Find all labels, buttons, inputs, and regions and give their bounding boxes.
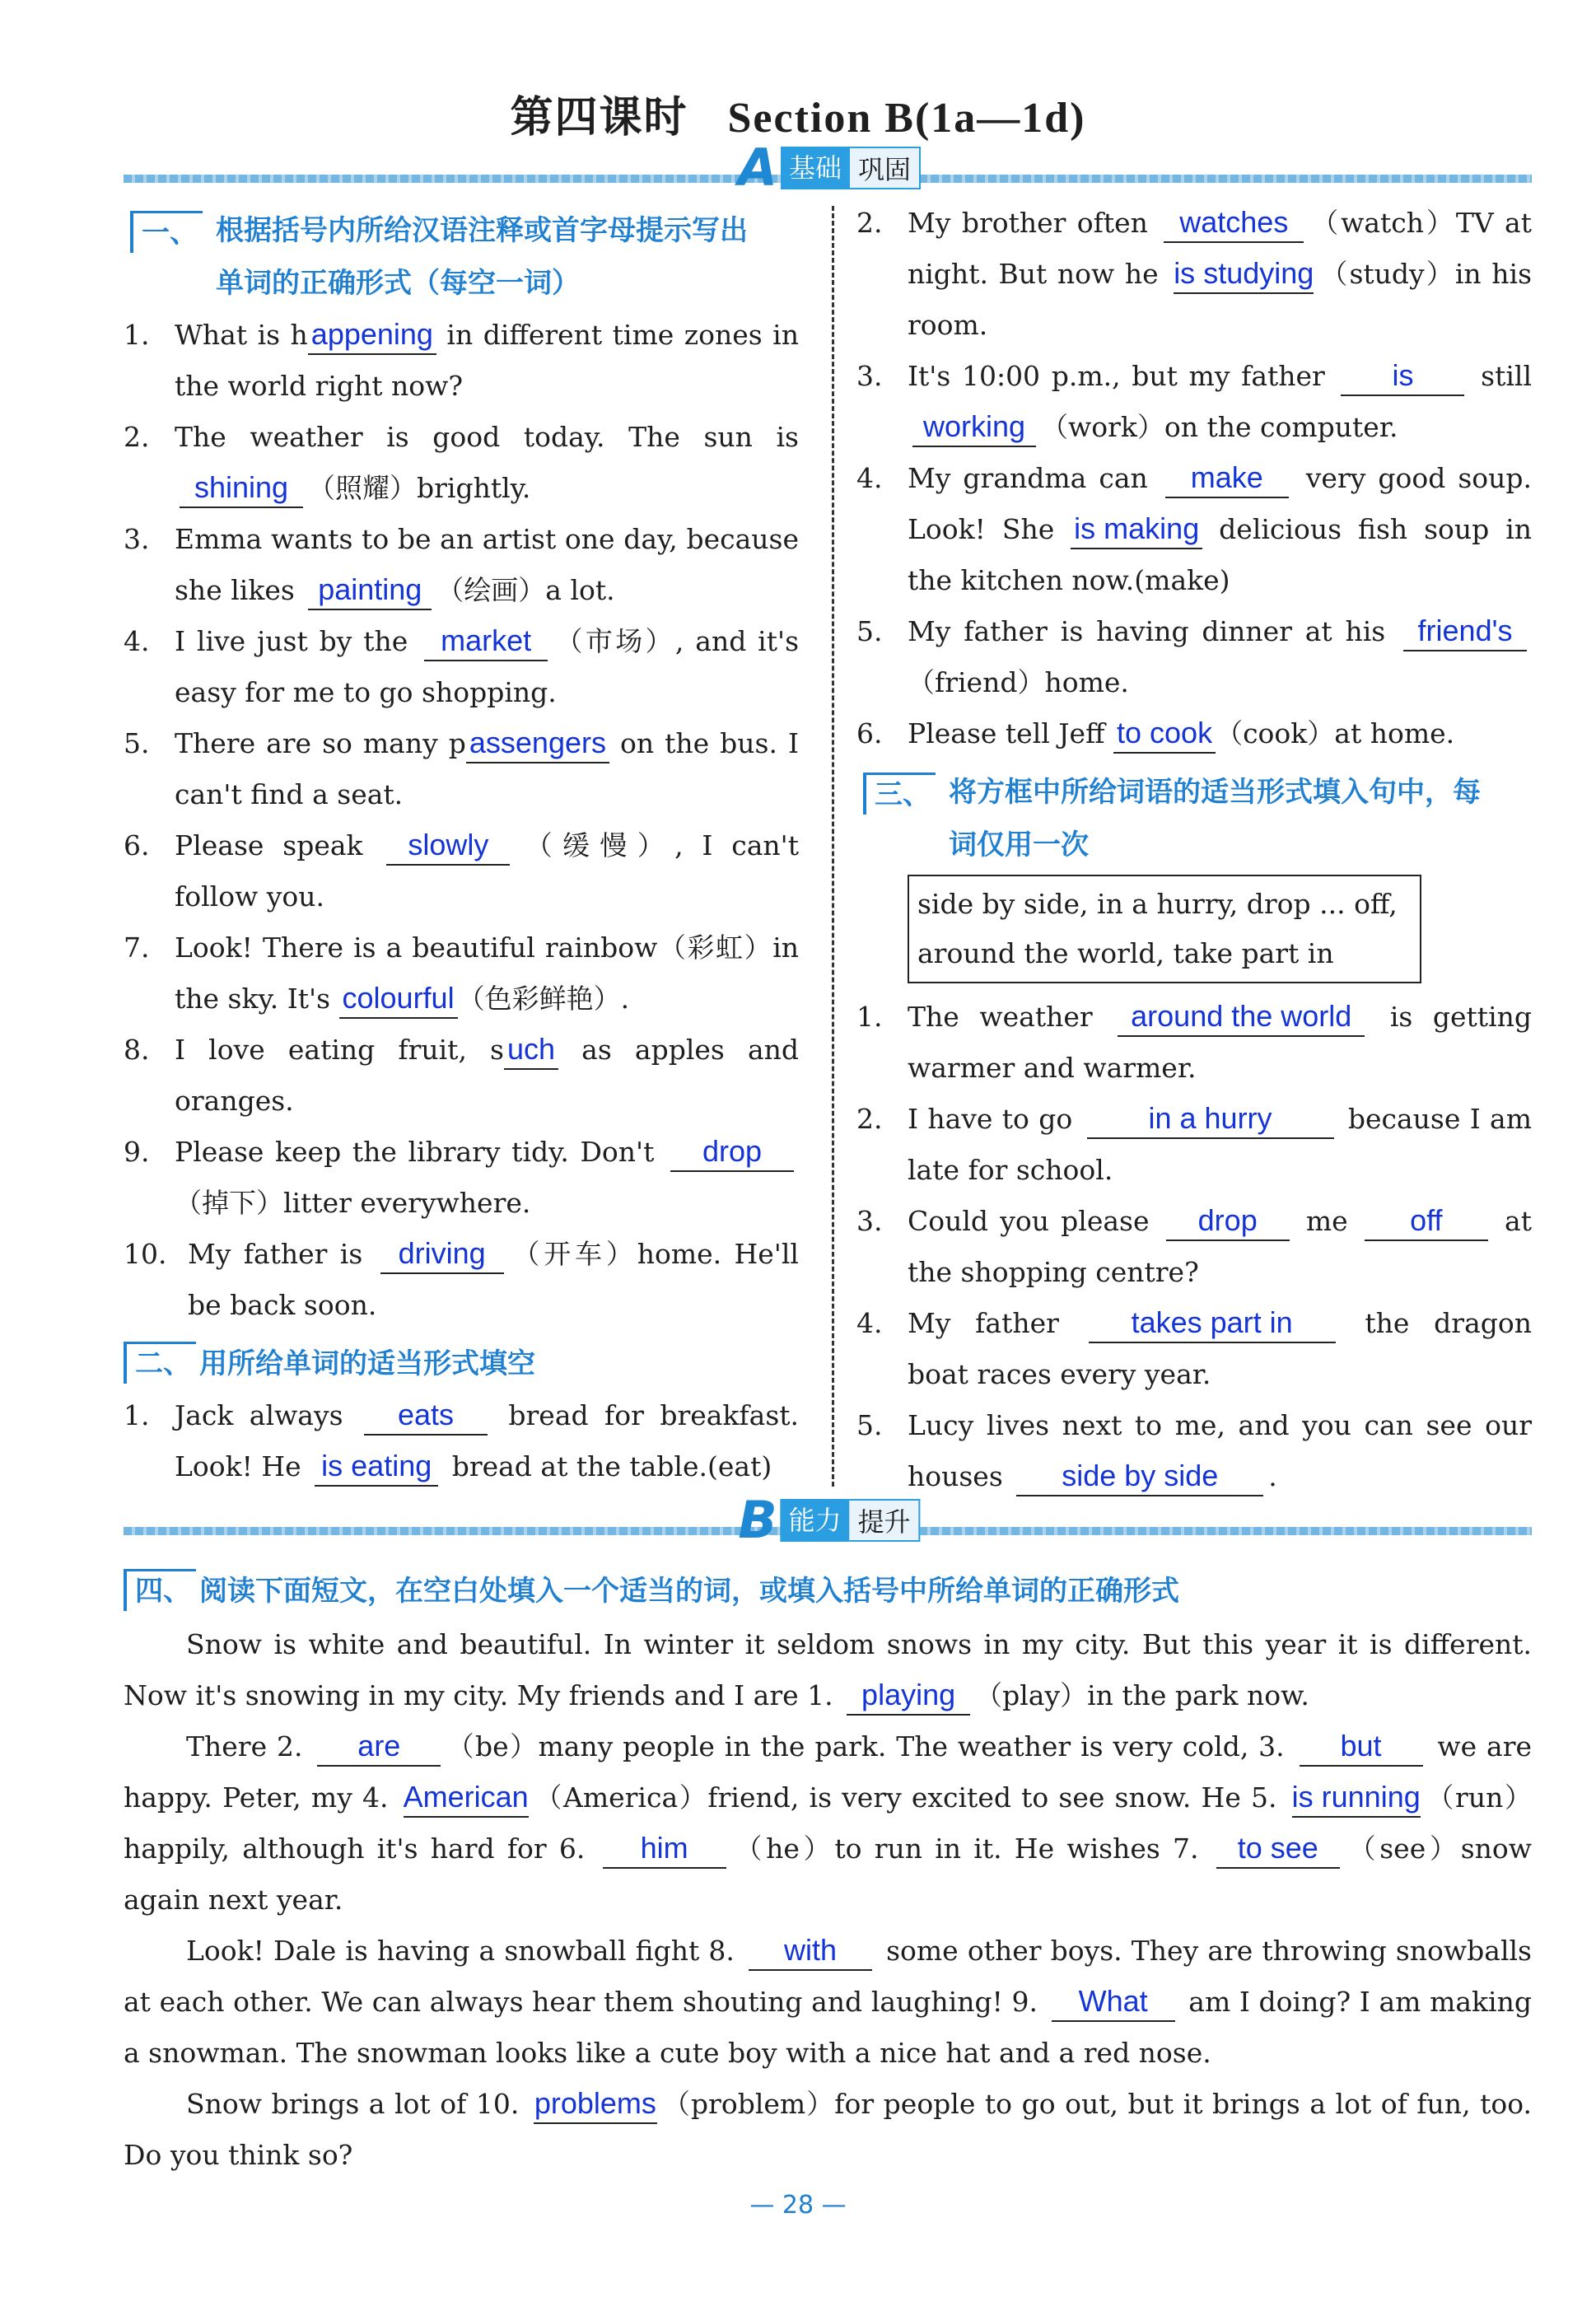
section-number: 三、 (863, 773, 936, 815)
exercise-item (856, 606, 1532, 708)
item-number: 6. (856, 717, 883, 749)
answer-blank[interactable]: painting (308, 571, 432, 610)
item-text: on the bus. I can't find a seat. (175, 727, 799, 810)
item-text: My father is (188, 1238, 376, 1270)
answer-blank[interactable]: make (1165, 459, 1289, 498)
answer-blank[interactable]: drop (1166, 1202, 1290, 1241)
section-2-heading (124, 1338, 799, 1390)
item-text: bread at the table.(eat) (443, 1450, 772, 1482)
answer-blank[interactable]: to cook (1113, 714, 1216, 754)
exercise-item (856, 1400, 1532, 1502)
passage-text: （be）many people in the park. The weather is very cold, 3. (446, 1730, 1295, 1762)
passage-paragraph (124, 1721, 1532, 1926)
title-cn: 第四课时 (510, 92, 688, 142)
answer-blank[interactable]: but (1300, 1727, 1423, 1767)
item-number: 4. (856, 1307, 883, 1339)
item-number: 5. (856, 615, 883, 647)
word-bank-line1: side by side, in a hurry, drop ... off, (917, 888, 1398, 920)
item-text: My grandma can (908, 462, 1160, 494)
exercise-item (124, 718, 799, 820)
answer-blank[interactable]: assengers (466, 724, 609, 763)
item-text: still (1469, 360, 1532, 392)
section-title: 用所给单词的适当形式填空 (199, 1347, 535, 1380)
passage-text: we are happy. Peter, my 4. (124, 1730, 1533, 1814)
item-text: Emma wants to be an artist one day, because she likes (175, 523, 799, 606)
right-column (856, 198, 1532, 1502)
answer-blank[interactable]: What (1052, 1982, 1175, 2022)
answer-blank[interactable]: are (317, 1727, 441, 1767)
item-number: 3. (856, 360, 883, 392)
item-number: 1. (856, 1001, 883, 1033)
left-column (124, 204, 799, 1492)
answer-blank[interactable]: is studying (1174, 254, 1314, 294)
passage-text: Snow brings a lot of 10. (186, 2088, 529, 2120)
item-text: （色彩鲜艳）. (457, 983, 630, 1015)
item-text: the dragon boat races every year. (908, 1307, 1532, 1390)
item-number: 5. (124, 727, 150, 759)
passage-paragraph (124, 1926, 1532, 2079)
passage-text: Look! Dale is having a snowball fight 8. (186, 1935, 744, 1967)
item-number: 6. (124, 829, 150, 861)
item-text: （绘画）a lot. (436, 574, 615, 606)
exercise-item (856, 1094, 1532, 1196)
banner-word-2: 提升 (850, 1499, 921, 1542)
item-text: （study）in his room. (908, 258, 1532, 341)
item-number: 4. (856, 462, 883, 494)
exercise-item (856, 453, 1532, 606)
passage-text: （America）friend, is very excited to see snow. He 5. (533, 1781, 1287, 1814)
item-text: My brother often (908, 207, 1160, 239)
item-text: me (1294, 1205, 1360, 1237)
item-text: The weather is good today. The sun is (175, 421, 799, 453)
answer-blank[interactable]: colourful (339, 979, 458, 1019)
answer-blank[interactable]: is (1341, 357, 1464, 396)
exercise-item (856, 198, 1532, 351)
answer-blank[interactable]: side by side (1016, 1457, 1263, 1496)
item-text: as apples and oranges. (175, 1034, 800, 1117)
answer-blank[interactable]: driving (380, 1235, 504, 1274)
item-text: because I am late for school. (908, 1103, 1533, 1186)
passage-text: （problem）for people to go out, but it brings a lot of fun, too. Do you think so? (124, 2088, 1532, 2171)
answer-blank[interactable]: friend's (1403, 612, 1527, 651)
passage-text: （see）snow again next year. (124, 1832, 1532, 1916)
item-text: （缓慢）, I can't follow you. (175, 829, 800, 913)
answer-blank[interactable]: watches (1164, 203, 1304, 243)
item-number: 9. (124, 1136, 150, 1168)
answer-blank[interactable]: him (603, 1829, 726, 1869)
word-bank-box (908, 875, 1421, 983)
passage-text: （play）in the park now. (975, 1679, 1309, 1711)
exercise-item (856, 992, 1532, 1094)
item-text: Could you please (908, 1205, 1161, 1237)
item-number: 2. (856, 1103, 883, 1135)
banner-badge (735, 1490, 920, 1550)
section-number: 一、 (130, 211, 203, 253)
section-3-heading (856, 766, 1532, 871)
item-text: （掉下）litter everywhere. (175, 1187, 531, 1219)
exercise-item (124, 616, 799, 718)
item-number: 3. (856, 1205, 883, 1237)
item-number: 3. (124, 523, 150, 555)
item-text: （开车）home. He'll be back soon. (188, 1238, 799, 1321)
section-title-line1: 根据括号内所给汉语注释或首字母提示写出 (216, 214, 748, 247)
item-text: （市场）, and it's easy for me to go shopping. (175, 625, 799, 708)
passage-text: （run）happily, although it's hard for 6. (124, 1781, 1532, 1865)
exercise-item (124, 1229, 799, 1331)
item-text: in different time zones in the world right now? (175, 319, 799, 402)
exercise-item (124, 1127, 799, 1229)
item-number: 1. (124, 1399, 150, 1431)
answer-blank[interactable]: American (404, 1778, 529, 1818)
item-text: I have to go (908, 1103, 1082, 1135)
section-title: 阅读下面短文，在空白处填入一个适当的词，或填入括号中所给单词的正确形式 (199, 1575, 1179, 1608)
answer-blank[interactable]: to see (1216, 1829, 1340, 1869)
section-number: 四、 (124, 1569, 196, 1611)
answer-blank[interactable]: is running (1292, 1778, 1421, 1818)
item-text: It's 10:00 p.m., but my father (908, 360, 1337, 392)
answer-blank[interactable]: with (749, 1931, 872, 1971)
banner-advanced (124, 1490, 1532, 1550)
section-4-heading (124, 1565, 1532, 1618)
item-text: My father (908, 1307, 1084, 1339)
answer-blank[interactable]: in a hurry (1087, 1099, 1334, 1139)
answer-blank[interactable]: problems (534, 2085, 657, 2124)
banner-word-2: 巩固 (850, 147, 921, 189)
answer-blank[interactable]: around the world (1118, 997, 1365, 1037)
section-4 (124, 1565, 1532, 2181)
exercise-item (856, 1298, 1532, 1400)
item-text: bread for breakfast. Look! He (175, 1399, 799, 1482)
answer-blank[interactable]: market (424, 622, 548, 661)
passage-text: some other boys. They are throwing snowballs at each other. We can always hear them shouting and laughing! 9. (124, 1935, 1532, 2018)
item-text: The weather (908, 1001, 1113, 1033)
item-text: （cook）at home. (1216, 717, 1455, 749)
answer-blank[interactable]: slowly (386, 826, 510, 866)
exercise-item (124, 310, 799, 412)
exercise-item (124, 1025, 799, 1127)
item-text: Lucy lives next to me, and you can see our houses (908, 1409, 1532, 1492)
passage-text: （he）to run in it. He wishes 7. (730, 1832, 1211, 1865)
banner-letter: B (738, 1490, 777, 1550)
item-text: My father is having dinner at his (908, 615, 1398, 647)
section-title-line1: 将方框中所给词语的适当形式填入句中，每 (949, 776, 1481, 809)
item-text: （watch）TV at night. But now he (908, 207, 1532, 290)
banner-basic (124, 138, 1532, 198)
item-number: 5. (856, 1409, 883, 1441)
answer-blank[interactable]: eats (364, 1396, 488, 1436)
answer-blank[interactable]: appening (308, 315, 436, 355)
item-text: Please tell Jeff (908, 717, 1113, 749)
item-text: very good soup. Look! She (908, 462, 1533, 545)
item-text: I live just by the (175, 625, 420, 657)
item-text: Please speak (175, 829, 382, 861)
answer-blank[interactable]: is making (1071, 510, 1202, 549)
passage-text: There 2. (186, 1730, 313, 1762)
item-text: （照耀）brightly. (308, 472, 531, 504)
answer-blank[interactable]: playing (847, 1676, 970, 1716)
word-bank-line2: around the world, take part in (917, 937, 1334, 969)
item-number: 4. (124, 625, 150, 657)
item-number: 2. (124, 421, 150, 453)
passage-text: Snow is white and beautiful. In winter it seldom snows in my city. But this year it is different. Now it's snowing in my city. My friends and I are 1. (124, 1628, 1532, 1711)
banner-badge (735, 138, 921, 198)
answer-blank[interactable]: is eating (315, 1447, 438, 1487)
item-text: I love eating fruit, s (175, 1034, 504, 1066)
item-text: is getting warmer and warmer. (908, 1001, 1532, 1084)
item-number: 7. (124, 931, 150, 964)
section-title-line2: 单词的正确形式（每空一词） (216, 267, 580, 300)
item-text: Look! There is a beautiful rainbow（彩虹）in the sky. It's (175, 931, 799, 1015)
answer-blank[interactable]: takes part in (1089, 1304, 1336, 1343)
answer-blank[interactable]: shining (180, 469, 303, 508)
exercise-item (124, 820, 799, 922)
answer-blank[interactable]: off (1365, 1202, 1488, 1241)
passage-text: am I doing? I am making a snowman. The snowman looks like a cute boy with a nice hat and a red nose. (124, 1986, 1532, 2069)
item-text: Jack always (175, 1399, 359, 1431)
exercise-item (856, 351, 1532, 453)
column-divider (832, 206, 834, 1487)
page-number: — 28 — (749, 2191, 847, 2220)
item-text: delicious fish soup in the kitchen now.(make) (908, 513, 1532, 596)
item-text: at the shopping centre? (908, 1205, 1532, 1288)
item-number: 1. (124, 319, 150, 351)
answer-blank[interactable]: drop (670, 1132, 794, 1172)
banner-word-1: 基础 (781, 147, 850, 189)
section-title-line2: 词仅用一次 (949, 829, 1089, 861)
answer-blank[interactable]: uch (504, 1030, 558, 1070)
exercise-item (124, 514, 799, 616)
item-text: There are so many p (175, 727, 466, 759)
section-1-heading (124, 204, 799, 310)
item-number: 8. (124, 1034, 150, 1066)
item-number: 2. (856, 207, 883, 239)
exercise-item (124, 1390, 799, 1492)
answer-blank[interactable]: working (912, 408, 1036, 447)
item-text: Please keep the library tidy. Don't (175, 1136, 665, 1168)
exercise-item (124, 412, 799, 514)
banner-word-1: 能力 (781, 1499, 850, 1542)
page-title (0, 82, 1596, 144)
item-text: （work）on the computer. (1041, 411, 1398, 443)
item-number: 10. (124, 1238, 167, 1270)
item-text: （friend）home. (908, 666, 1129, 698)
item-text: What is h (175, 319, 308, 351)
exercise-item (124, 922, 799, 1025)
exercise-item (856, 708, 1532, 759)
passage-paragraph (124, 1619, 1532, 1721)
item-text: . (1268, 1460, 1277, 1492)
exercise-item (856, 1196, 1532, 1298)
banner-letter: A (737, 138, 777, 198)
passage-paragraph (124, 2079, 1532, 2181)
section-number: 二、 (124, 1342, 196, 1384)
title-en: Section B(1a—1d) (727, 95, 1086, 142)
